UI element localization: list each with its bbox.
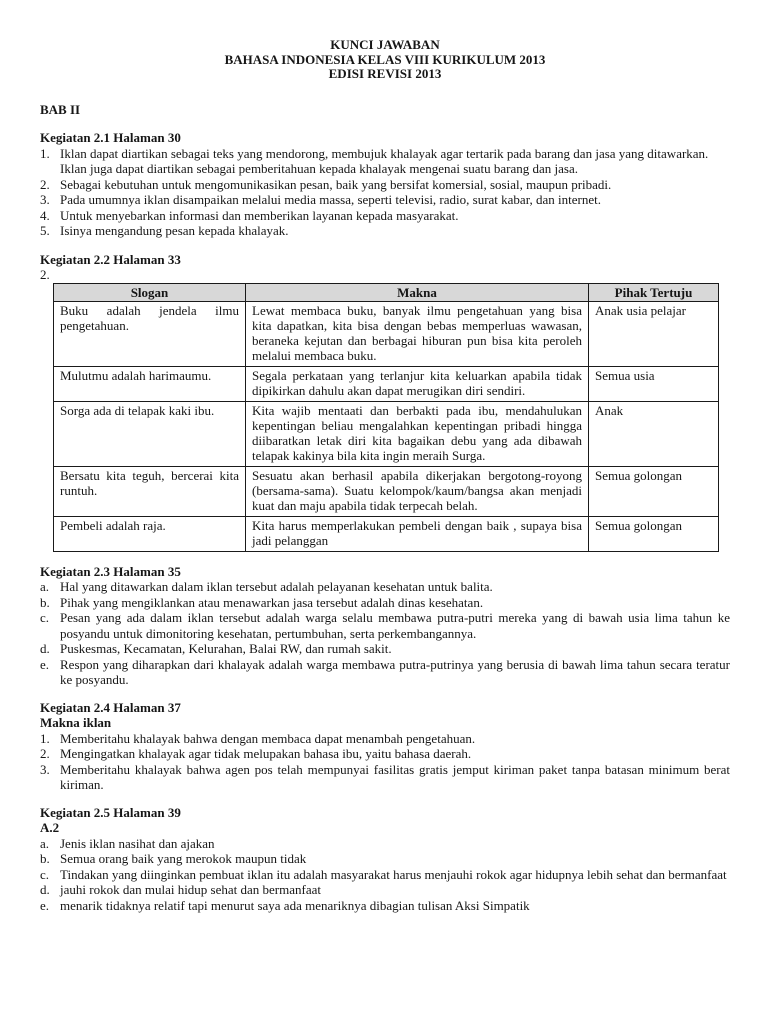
- item-number: e.: [40, 656, 50, 672]
- list-item: [40, 867, 730, 883]
- item-number: 5.: [40, 223, 50, 238]
- item-text: Mengingatkan khalayak agar tidak melupakan bahasa ibu, yaitu bahasa daerah.: [60, 746, 472, 761]
- item-text: Memberitahu khalayak bahwa dengan membaca dapat menambah pengetahuan.: [60, 730, 476, 746]
- table-header-pihak: Pihak Tertuju: [589, 283, 719, 301]
- item-text: Isinya mengandung pesan kepada khalayak.: [60, 223, 289, 238]
- item-number: c.: [40, 866, 50, 882]
- list-item: [40, 223, 730, 239]
- table-row: [54, 516, 719, 551]
- item-text: Tindakan yang diinginkan pembuat iklan itu adalah masyarakat harus menjauhi rokok agar hidupnya lebih sehat dan bermanfaat: [60, 866, 727, 882]
- title-line-1: KUNCI JAWABAN: [330, 37, 440, 52]
- subheading-a2: A.2: [40, 820, 60, 835]
- item-text: Puskesmas, Kecamatan, Kelurahan, Balai RW, dan rumah sakit.: [60, 641, 392, 656]
- slogan-makna-table: [53, 283, 719, 552]
- item-number: 2.: [40, 746, 50, 761]
- table-row: [54, 466, 719, 516]
- table-row: [54, 401, 719, 466]
- table-row: [54, 366, 719, 401]
- cell-pihak: Semua usia: [589, 366, 719, 401]
- list-item: [40, 177, 730, 193]
- cell-makna: Segala perkataan yang terlanjur kita keluarkan apabila tidak dipikirkan dahulu akan dapat merugikan diri sendiri.: [246, 366, 589, 401]
- list-item: [40, 746, 730, 762]
- cell-slogan: Pembeli adalah raja.: [54, 516, 246, 551]
- section-k24-list: [40, 731, 730, 793]
- table-header-slogan: Slogan: [54, 283, 246, 301]
- list-item: [40, 762, 730, 793]
- item-number: e.: [40, 897, 50, 913]
- list-item: [40, 657, 730, 688]
- item-text: jauhi rokok dan mulai hidup sehat dan bermanfaat: [60, 882, 322, 897]
- cell-pihak: Anak usia pelajar: [589, 301, 719, 366]
- item-number: 1.: [40, 145, 50, 161]
- chapter-heading: BAB II: [40, 101, 81, 117]
- item-number: c.: [40, 610, 50, 625]
- item-number: a.: [40, 579, 50, 594]
- cell-pihak: Anak: [589, 401, 719, 466]
- section-heading-k25: Kegiatan 2.5 Halaman 39: [40, 804, 181, 820]
- section-k21-list: [40, 146, 730, 239]
- list-item: [40, 610, 730, 641]
- cell-slogan: Bersatu kita teguh, bercerai kita runtuh.: [54, 466, 246, 516]
- item-number: a.: [40, 835, 50, 851]
- item-text: Pada umumnya iklan disampaikan melalui media massa, seperti televisi, radio, surat kabar, dan internet.: [60, 192, 601, 207]
- list-item: [40, 146, 730, 177]
- cell-slogan: Buku adalah jendela ilmu pengetahuan.: [54, 301, 246, 366]
- cell-slogan: Sorga ada di telapak kaki ibu.: [54, 401, 246, 466]
- title-line-3: EDISI REVISI 2013: [328, 66, 442, 81]
- cell-pihak: Semua golongan: [589, 466, 719, 516]
- cell-makna: Kita harus memperlakukan pembeli dengan baik , supaya bisa jadi pelanggan: [246, 516, 589, 551]
- cell-makna: Sesuatu akan berhasil apabila dikerjakan bergotong-royong (bersama-sama). Suatu kelompok/kaum/bangsa akan menjadi kuat dan maju apabila tidak terpecah belah.: [246, 466, 589, 516]
- item-number: 4.: [40, 207, 50, 223]
- item-text-extra: Iklan juga dapat diartikan sebagai pemberitahuan kepada khalayak mengenai suatu barang dan jasa.: [60, 161, 578, 176]
- list-item: [40, 731, 730, 747]
- cell-pihak: Semua golongan: [589, 516, 719, 551]
- item-text: Sebagai kebutuhan untuk mengomunikasikan pesan, baik yang bersifat komersial, sosial, maupun pribadi.: [60, 176, 612, 192]
- item-text: Jenis iklan nasihat dan ajakan: [60, 835, 215, 851]
- table-row: [54, 301, 719, 366]
- item-text: Semua orang baik yang merokok maupun tidak: [60, 851, 307, 866]
- list-item: [40, 898, 730, 914]
- item-number: b.: [40, 851, 50, 866]
- section-heading-k21: Kegiatan 2.1 Halaman 30: [40, 130, 181, 145]
- item-number: 3.: [40, 761, 50, 777]
- section-heading-k24: Kegiatan 2.4 Halaman 37: [40, 699, 181, 715]
- item-text: Respon yang diharapkan dari khalayak adalah warga membawa putra-putrinya yang berusia di bawah lima tahun secara teratur ke posyandu.: [60, 656, 730, 687]
- item-number: 1.: [40, 730, 50, 746]
- list-item: [40, 192, 730, 208]
- list-item: [40, 579, 730, 595]
- list-item: [40, 882, 730, 898]
- list-item: [40, 851, 730, 867]
- item-text-main: Iklan dapat diartikan sebagai teks yang mendorong, membujuk khalayak agar tertarik pada barang dan jasa yang ditawarkan.: [60, 145, 709, 161]
- item-number: d.: [40, 641, 50, 656]
- subheading-makna-iklan: Makna iklan: [40, 715, 112, 730]
- table-header-row: [54, 283, 719, 301]
- item-number: 3.: [40, 192, 50, 207]
- item-number: d.: [40, 882, 50, 897]
- list-item: [40, 836, 730, 852]
- cell-makna: Lewat membaca buku, banyak ilmu pengetahuan yang bisa kita dapatkan, kita bisa dengan bebas memperluas wawasan, beraneka kejutan dan berbagai hiburan pun bisa kita peroleh melalui membaca buku.: [246, 301, 589, 366]
- item-text: Hal yang ditawarkan dalam iklan tersebut adalah pelayanan kesehatan untuk balita.: [60, 579, 493, 594]
- table-header-makna: Makna: [246, 283, 589, 301]
- list-item: [40, 595, 730, 611]
- item-text: Pesan yang ada dalam iklan tersebut adalah warga selalu membawa putra-putri mereka yang di bawah usia lima tahun ke posyandu untuk dimonitoring kesehatan, pertumbuhan, serta perkembangannya.: [60, 610, 730, 641]
- item-text: Pihak yang mengiklankan atau menawarkan jasa tersebut adalah dinas kesehatan.: [60, 594, 484, 610]
- list-item: [40, 641, 730, 657]
- item-text: [60, 146, 730, 177]
- cell-slogan: Mulutmu adalah harimaumu.: [54, 366, 246, 401]
- item-number: b.: [40, 594, 50, 610]
- section-heading-k22: Kegiatan 2.2 Halaman 33: [40, 251, 181, 267]
- section-heading-k23: Kegiatan 2.3 Halaman 35: [40, 563, 181, 579]
- item-text: Memberitahu khalayak bahwa agen pos telah mempunyai fasilitas gratis jemput kiriman paket tanpa batasan minimum berat kiriman.: [60, 761, 730, 792]
- cell-makna: Kita wajib mentaati dan berbakti pada ibu, mendahulukan kepentingan beliau mengalahkan kepentingan pribadi hingga diibaratkan letak diri kita bagaikan debu yang ada dibawah telapak kakinya bila kita ingin meraih Surga.: [246, 401, 589, 466]
- document-title: [40, 38, 730, 82]
- section-k25-list: [40, 836, 730, 914]
- item-text: menarik tidaknya relatif tapi menurut saya ada menariknya dibagian tulisan Aksi Simpatik: [60, 897, 530, 913]
- item-text: Untuk menyebarkan informasi dan memberikan layanan kepada masyarakat.: [60, 207, 459, 223]
- section-k23-list: [40, 579, 730, 688]
- item-number: 2.: [40, 176, 50, 192]
- title-line-2: BAHASA INDONESIA KELAS VIII KURIKULUM 2013: [224, 51, 546, 67]
- table-prefix: 2.: [40, 267, 50, 282]
- list-item: [40, 208, 730, 224]
